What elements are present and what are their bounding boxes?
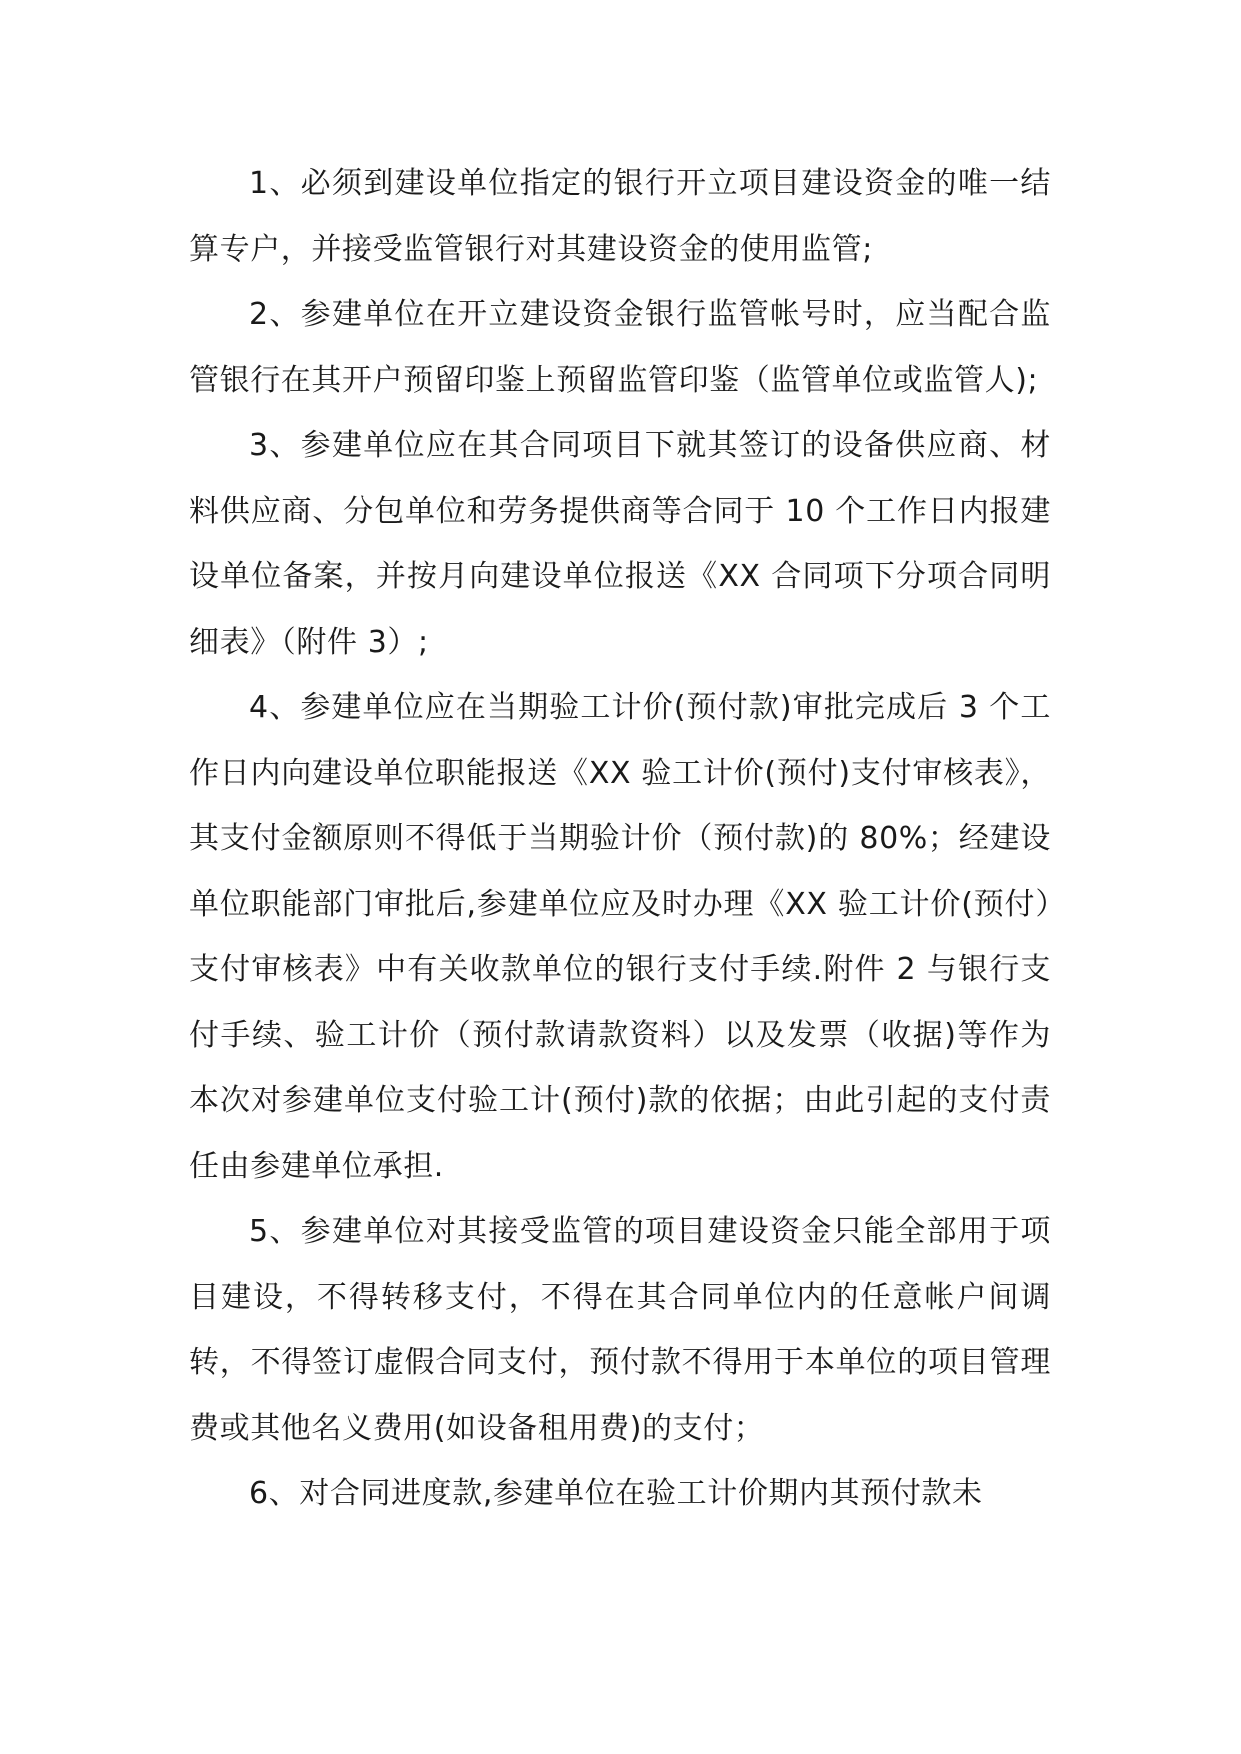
paragraph-4: 4、参建单位应在当期验工计价(预付款)审批完成后 3 个工作日内向建设单位职能报送《XX 验工计价(预付)支付审核表》，其支付金额原则不得低于当期验计价（预付款)的 80%；经建设单位职能部门审批后,参建单位应及时办理《XX 验工计价(预付）支付审核表》中有关收款单位的银行支付手续.附件 2 与银行支付手续、验工计价（预付款请款资料）以及发票（收据)等作为本次对参建单位支付验工计(预付)款的依据；由此引起的支付责任由参建单位承担. — [189, 690, 1051, 1184]
paragraph-3: 3、参建单位应在其合同项目下就其签订的设备供应商、材料供应商、分包单位和劳务提供商等合同于 10 个工作日内报建设单位备案，并按月向建设单位报送《XX 合同项下分项合同明细表》（附件 3）; — [189, 428, 1051, 660]
paragraph-1: 1、必须到建设单位指定的银行开立项目建设资金的唯一结算专户，并接受监管银行对其建设资金的使用监管; — [189, 166, 1051, 267]
paragraph-2: 2、参建单位在开立建设资金银行监管帐号时，应当配合监管银行在其开户预留印鉴上预留监管印鉴（监管单位或监管人); — [189, 297, 1051, 398]
paragraph-5: 5、参建单位对其接受监管的项目建设资金只能全部用于项目建设，不得转移支付，不得在其合同单位内的任意帐户间调转，不得签订虚假合同支付，预付款不得用于本单位的项目管理费或其他名义费用(如设备租用费)的支付； — [189, 1214, 1051, 1446]
paragraph-6: 6、对合同进度款,参建单位在验工计价期内其预付款未 — [249, 1476, 983, 1511]
document-body — [189, 151, 1051, 1527]
